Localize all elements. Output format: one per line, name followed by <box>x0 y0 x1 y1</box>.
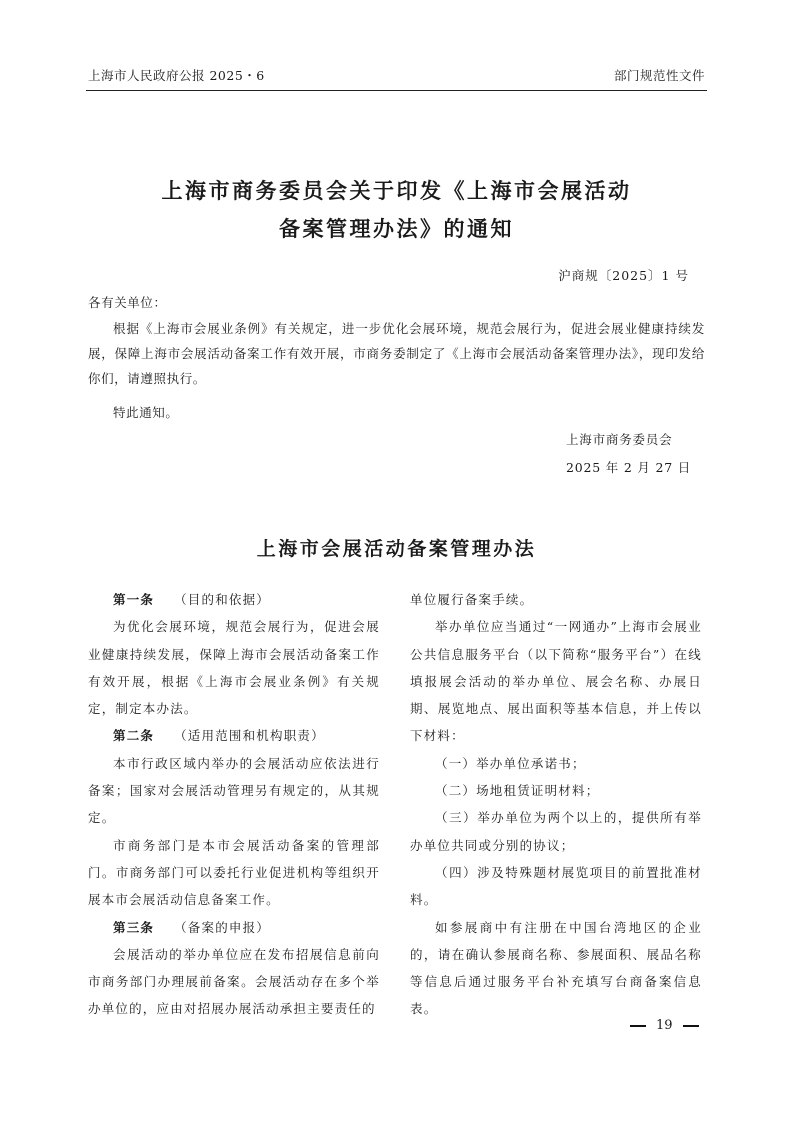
document-number: 沪商规〔2025〕1 号 <box>558 268 689 283</box>
running-header <box>88 66 705 84</box>
article-subject: （适用范围和机构职责） <box>174 728 325 744</box>
left-column <box>88 586 380 1023</box>
article-paragraph-continued: 单位履行备案手续。 <box>410 592 534 607</box>
salutation: 各有关单位： <box>88 295 167 310</box>
article-paragraph: 为优化会展环境，规范会展行为，促进会展业健康持续发展，保障上海市会展活动备案工作有效开展，根据《上海市会展业条例》有关规定，制定本办法。 <box>88 619 380 717</box>
notice-closing: 特此通知。 <box>113 405 179 420</box>
article-paragraph: 会展活动的举办单位应在发布招展信息前向市商务部门办理展前备案。会展活动存在多个举办单位的，应由对招展办展活动承担主要责任的 <box>88 946 380 1017</box>
article-heading <box>88 914 380 941</box>
measures-title: 上海市会展活动备案管理办法 <box>256 538 537 560</box>
article-heading <box>88 586 380 613</box>
page-footer <box>630 1018 699 1033</box>
document-category: 部门规范性文件 <box>613 68 705 83</box>
page-number: 19 <box>656 1018 673 1033</box>
list-item: （一）举办单位承诺书； <box>435 755 586 771</box>
article-paragraph: 如参展商中有注册在中国台湾地区的企业的，请在确认参展商名称、参展面积、展品名称等信息后通过服务平台补充填写台商备案信息表。 <box>410 919 702 1017</box>
dash-right <box>683 1025 699 1027</box>
article-paragraph: 市商务部门是本市会展活动备案的管理部门。市商务部门可以委托行业促进机构等组织开展本市会展活动信息备案工作。 <box>88 837 380 908</box>
article-heading <box>88 722 380 749</box>
article-number: 第三条 <box>113 919 155 935</box>
notice-title-line-2: 备案管理办法》的通知 <box>279 217 514 241</box>
list-item: （四）涉及特殊题材展览项目的前置批准材料。 <box>410 864 702 908</box>
list-item: （二）场地租赁证明材料； <box>435 783 600 799</box>
article-subject: （备案的申报） <box>174 919 271 935</box>
notice-body: 根据《上海市会展业条例》有关规定，进一步优化会展环境，规范会展行为，促进会展业健康持续发展，保障上海市会展活动备案工作有效开展，市商务委制定了《上海市会展活动备案管理办法》，现印发给你们，请遵照执行。 <box>88 321 705 386</box>
header-divider <box>86 90 707 91</box>
notice-title-line-1: 上海市商务委员会关于印发《上海市会展活动 <box>161 179 632 203</box>
issuer: 上海市商务委员会 <box>566 432 673 447</box>
article-paragraph: 本市行政区域内举办的会展活动应依法进行备案；国家对会展活动管理另有规定的，从其规定。 <box>88 755 380 826</box>
notice-title <box>0 172 793 248</box>
article-subject: （目的和依据） <box>174 592 271 607</box>
issue-date: 2025 年 2 月 27 日 <box>566 460 692 475</box>
article-number: 第一条 <box>113 592 155 607</box>
publication-name: 上海市人民政府公报 2025・6 <box>88 68 265 83</box>
dash-left <box>630 1025 646 1027</box>
right-column <box>410 586 702 1023</box>
article-paragraph: 举办单位应当通过“一网通办”上海市会展业公共信息服务平台（以下简称“服务平台”）在线填报展会活动的举办单位、展会名称、办展日期、展览地点、展出面积等基本信息，并上传以下材料： <box>410 619 702 744</box>
signoff <box>566 426 691 482</box>
list-item: （三）举办单位为两个以上的，提供所有举办单位共同或分别的协议； <box>410 810 702 853</box>
article-number: 第二条 <box>113 728 155 744</box>
